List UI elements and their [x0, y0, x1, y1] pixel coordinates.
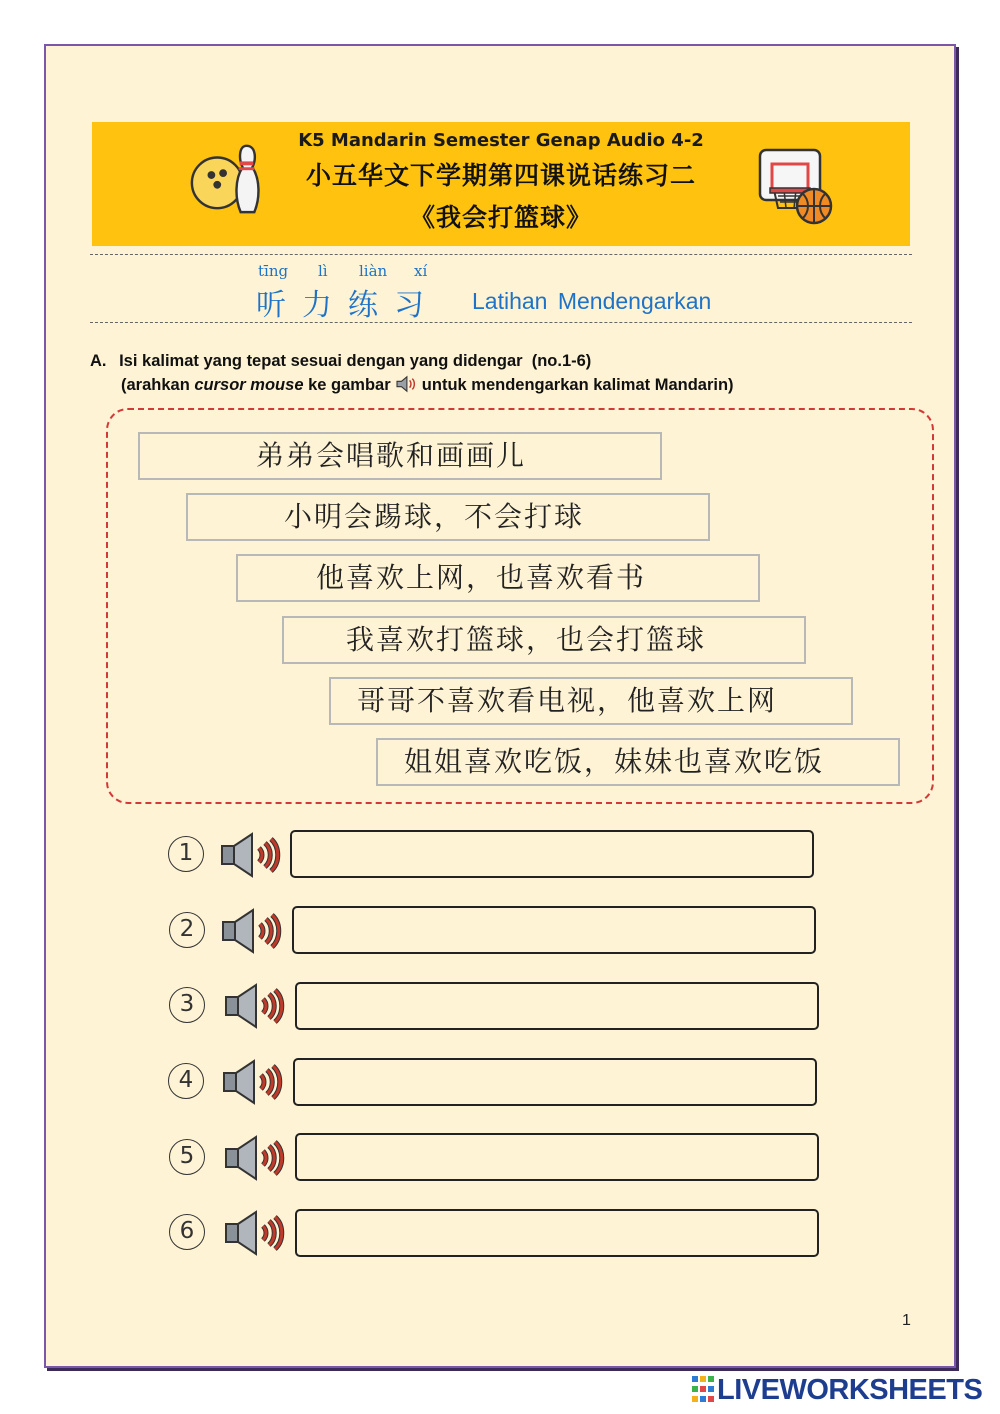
phrase-card-5[interactable]: 哥哥不喜欢看电视，他喜欢上网 — [329, 677, 853, 725]
audio-speaker-icon-1[interactable] — [218, 830, 282, 880]
speaker-icon — [395, 375, 417, 393]
banner-title: 小五华文下学期第四课说话练习二 — [305, 161, 696, 190]
instruction-line2-prefix: (arahkan — [121, 376, 195, 394]
answer-box-4[interactable] — [293, 1058, 817, 1106]
phrase-card-1[interactable]: 弟弟会唱歌和画画儿 — [138, 432, 662, 480]
phrase-card-4[interactable]: 我喜欢打篮球，也会打篮球 — [282, 616, 806, 664]
instruction-line2-suffix: untuk mendengarkan kalimat Mandarin) — [417, 376, 734, 394]
pinyin-lian: liàn — [359, 262, 388, 280]
divider-bottom — [90, 322, 912, 323]
answer-box-6[interactable] — [295, 1209, 819, 1257]
instruction-cursor-mouse: cursor mouse — [194, 376, 304, 394]
answer-box-2[interactable] — [292, 906, 816, 954]
liveworksheets-logo[interactable] — [692, 1374, 982, 1408]
instruction-label: A. — [90, 352, 107, 370]
audio-speaker-icon-4[interactable] — [220, 1057, 284, 1107]
answer-box-3[interactable] — [295, 982, 819, 1030]
worksheet-page — [44, 44, 956, 1368]
question-number-4: 4 — [168, 1063, 204, 1099]
audio-speaker-icon-2[interactable] — [219, 906, 283, 956]
phrase-card-2[interactable]: 小明会踢球，不会打球 — [186, 493, 710, 541]
page-number: 1 — [902, 1312, 911, 1329]
question-number-1: 1 — [168, 836, 204, 872]
banner-subtitle: K5 Mandarin Semester Genap Audio 4-2 — [298, 130, 704, 151]
audio-speaker-icon-5[interactable] — [222, 1133, 286, 1183]
divider-top — [90, 254, 912, 255]
liveworksheets-wordmark: LIVEWORKSHEETS — [717, 1374, 983, 1406]
question-number-5: 5 — [169, 1139, 205, 1175]
section-heading-chinese: 听力练习 — [256, 288, 440, 323]
header-banner — [92, 122, 910, 246]
answer-box-5[interactable] — [295, 1133, 819, 1181]
instruction-line2-mid: ke gambar — [303, 376, 396, 394]
pinyin-ting: tīng — [258, 262, 289, 280]
lesson-title: 《我会打篮球》 — [409, 203, 592, 232]
audio-speaker-icon-6[interactable] — [222, 1208, 286, 1258]
question-number-2: 2 — [169, 912, 205, 948]
instruction-line1: Isi kalimat yang tepat sesuai dengan yang didengar (no.1-6) — [119, 352, 592, 370]
phrase-card-6[interactable]: 姐姐喜欢吃饭，妹妹也喜欢吃饭 — [376, 738, 900, 786]
question-number-6: 6 — [169, 1214, 205, 1250]
pinyin-li: lì — [318, 262, 328, 280]
liveworksheets-grid-icon — [692, 1376, 714, 1402]
section-heading-indonesian: Latihan Mendengarkan — [472, 288, 712, 314]
audio-speaker-icon-3[interactable] — [222, 981, 286, 1031]
basketball-hoop-icon — [756, 146, 836, 226]
instruction-block — [90, 349, 734, 397]
phrase-card-3[interactable]: 他喜欢上网，也喜欢看书 — [236, 554, 760, 602]
answer-box-1[interactable] — [290, 830, 814, 878]
question-number-3: 3 — [169, 987, 205, 1023]
pinyin-xi: xí — [414, 262, 428, 280]
